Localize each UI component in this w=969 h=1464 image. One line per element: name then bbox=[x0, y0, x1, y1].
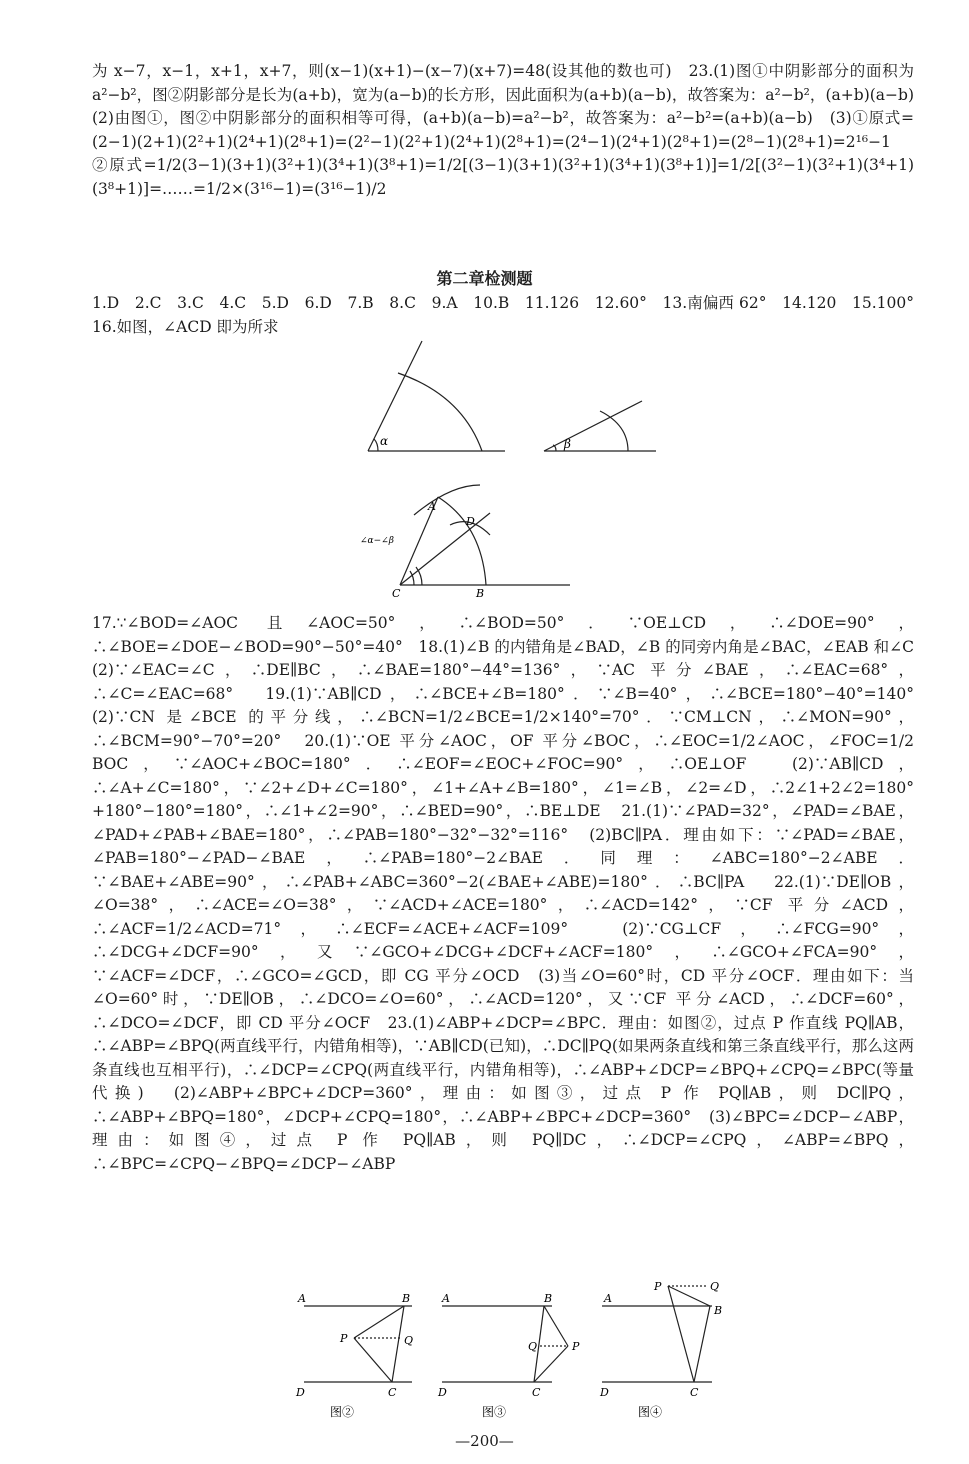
answer-block-algebra: 为 x−7，x−1，x+1，x+7，则(x−1)(x+1)−(x−7)(x+7)=48(设其他的数也可) 23.(1)图①中阴影部分的面积为 a²−b²，图②阴影部分是长为(a+b)，宽为(a−b)的长方形，因此面积为(a+b)(a−b)，故答案为：a²−b²，(a+b)(a−b) (2)由图①，图②中阴影部分的面积相等可得，(a+b)(a−b)=a²−b²，故答案为：a²−b²=(a+b)(a−b) (3)①原式=(2−1)(2+1)(2²+1)(2⁴+1)(2⁸+1)=(2²−1)(2²+1)(2⁴+1)(2⁸+1)=(2⁴−1)(2⁴+1)(2⁸+1)=(2⁸−1)(2⁸+1)=2¹⁶−1 ②原式=1/2(3−1)(3+1)(3²+1)(3⁴+1)(3⁸+1)=1/2[(3−1)(3+1)(3²+1)(3⁴+1)(3⁸+1)]=1/2[(3²−1)(3²+1)(3⁴+1)(3⁸+1)]=……=1/2×(3¹⁶−1)=(3¹⁶−1)/2 bbox=[92, 62, 930, 198]
fig3-label-B: B bbox=[544, 1292, 553, 1305]
fig4-label-D: D bbox=[600, 1386, 609, 1399]
construct-arc bbox=[438, 497, 486, 585]
fig3-label-D: D bbox=[438, 1386, 447, 1399]
fig4-bc bbox=[694, 1306, 710, 1382]
fig2-label-B: B bbox=[402, 1292, 411, 1305]
fig2-label-A: A bbox=[298, 1292, 306, 1305]
fig3-label-C: C bbox=[532, 1386, 541, 1399]
fig3-label-Q: Q bbox=[528, 1340, 538, 1353]
fig4-label-Q: Q bbox=[710, 1282, 720, 1293]
fig4-label-C: C bbox=[690, 1386, 699, 1399]
alpha-side-ray bbox=[368, 341, 422, 451]
label-alpha-minus-beta: ∠α−∠β bbox=[360, 536, 394, 546]
figures-23 bbox=[292, 1282, 732, 1422]
fig3-label-P: P bbox=[572, 1340, 580, 1353]
answer-block-choices: 1.D 2.C 3.C 4.C 5.D 6.D 7.B 8.C 9.A 10.B 11.126 12.60° 13.南偏西 62° 14.120 15.100° 16.如图，∠ACD 即为所求 bbox=[92, 294, 930, 336]
figure-16 bbox=[330, 335, 660, 605]
fig2-label-Q: Q bbox=[404, 1334, 414, 1347]
fig3-label-A: A bbox=[442, 1292, 450, 1305]
fig2-label-D: D bbox=[296, 1386, 305, 1399]
fig4-label-B: B bbox=[714, 1304, 723, 1317]
page-number: —200— bbox=[455, 1432, 514, 1450]
fig2-bp bbox=[354, 1306, 404, 1338]
fig2-label-C: C bbox=[388, 1386, 397, 1399]
fig4-pc bbox=[668, 1286, 694, 1382]
fig2-label-P: P bbox=[340, 1332, 348, 1345]
construct-small-arc bbox=[410, 571, 414, 585]
label-A: A bbox=[428, 500, 436, 513]
construct-arc-upper bbox=[414, 485, 480, 515]
fig2-caption: 图② bbox=[330, 1405, 355, 1419]
label-B: B bbox=[476, 587, 485, 600]
fig3-pc bbox=[534, 1346, 568, 1382]
fig4-label-A: A bbox=[604, 1292, 612, 1305]
label-beta: β bbox=[564, 437, 571, 451]
label-alpha: α bbox=[380, 434, 389, 448]
fig2-bc bbox=[392, 1306, 404, 1382]
fig4-caption: 图④ bbox=[638, 1405, 663, 1419]
fig3-caption: 图③ bbox=[482, 1405, 507, 1419]
fig3-bp bbox=[544, 1306, 568, 1346]
alpha-arc bbox=[398, 373, 482, 451]
fig4-label-P: P bbox=[654, 1282, 662, 1293]
fig4-pb bbox=[668, 1286, 710, 1306]
beta-arc bbox=[600, 411, 628, 451]
construct-ray-cd bbox=[400, 513, 490, 585]
chapter-title: 第二章检测题 bbox=[436, 269, 533, 288]
label-C: C bbox=[392, 587, 401, 600]
answer-block-proofs: 17.∵∠BOD=∠AOC 且∠AOC=50°，∴∠BOD=50°．∵OE⊥CD，∴∠DOE=90°，∴∠BOE=∠DOE−∠BOD=90°−50°=40° 18.(1)∠B 的内错角是∠BAD，∠B 的同旁内角是∠BAC，∠EAB 和∠C (2)∵∠EAC=∠C，∴DE∥BC，∴∠BAE=180°−44°=136°，∵AC 平分∠BAE，∴∠EAC=68°，∴∠C=∠EAC=68° 19.(1)∵AB∥CD，∴∠BCE+∠B=180°．∵∠B=40°，∴∠BCE=180°−40°=140° (2)∵CN 是∠BCE 的平分线，∴∠BCN=1/2∠BCE=1/2×140°=70°．∵CM⊥CN，∴∠MON=90°，∴∠BCM=90°−70°=20° 20.(1)∵OE 平分∠AOC，OF 平分∠BOC，∴∠EOC=1/2∠AOC，∠FOC=1/2 BOC，∵∠AOC+∠BOC=180°．∴∠EOF=∠EOC+∠FOC=90°，∴OE⊥OF (2)∵AB∥CD，∴∠A+∠C=180°，∵∠2+∠D+∠C=180°，∠1+∠A+∠B=180°，∠1=∠B，∠2=∠D，∴2∠1+2∠2=180°+180°−180°=180°，∴∠1+∠2=90°，∴∠BED=90°，∴BE⊥DE 21.(1)∵∠PAD=32°，∠PAD=∠BAE，∠PAD+∠PAB+∠BAE=180°，∴∠PAB=180°−32°−32°=116° (2)BC∥PA．理由如下：∵∠PAD=∠BAE，∠PAB=180°−∠PAD−∠BAE，∴∠PAB=180°−2∠BAE．同理：∠ABC=180°−2∠ABE．∵∠BAE+∠ABE=90°，∴∠PAB+∠ABC=360°−2(∠BAE+∠ABE)=180°．∴BC∥PA 22.(1)∵DE∥OB，∠O=38°，∴∠ACE=∠O=38°，∵∠ACD+∠ACE=180°，∴∠ACD=142°，∵CF 平分∠ACD，∴∠ACF=1/2∠ACD=71°，∴∠ECF=∠ACE+∠ACF=109° (2)∵CG⊥CF，∴∠FCG=90°，∴∠DCG+∠DCF=90°，又∵∠GCO+∠DCG+∠DCF+∠ACF=180°，∴∠GCO+∠FCA=90°，∵∠ACF=∠DCF，∴∠GCO=∠GCD，即 CG 平分∠OCD (3)当∠O=60°时，CD 平分∠OCF．理由如下：当∠O=60°时，∵DE∥OB，∴∠DCO=∠O=60°，∴∠ACD=120°，又∵CF 平分∠ACD，∴∠DCF=60°，∴∠DCO=∠DCF，即 CD 平分∠OCF 23.(1)∠ABP+∠DCP=∠BPC．理由：如图②，过点 P 作直线 PQ∥AB，∴∠ABP=∠BPQ(两直线平行，内错角相等)，∵AB∥CD(已知)，∴DC∥PQ(如果两条直线和第三条直线平行，那么这两条直线也互相平行)，∴∠DCP=∠CPQ(两直线平行，内错角相等)，∴∠ABP+∠DCP=∠BPQ+∠CPQ=∠BPC(等量代换) (2)∠ABP+∠BPC+∠DCP=360°，理由：如图③，过点 P 作 PQ∥AB，则 DC∥PQ，∴∠ABP+∠BPQ=180°，∠DCP+∠CPQ=180°，∴∠ABP+∠BPC+∠DCP=360° (3)∠BPC=∠DCP−∠ABP，理由：如图④，过点 P 作 PQ∥AB，则 PQ∥DC，∴∠DCP=∠CPQ，∠ABP=∠BPQ，∴∠BPC=∠CPQ−∠BPQ=∠DCP−∠ABP bbox=[92, 614, 930, 1173]
label-D: D bbox=[466, 515, 475, 528]
alpha-small-arc bbox=[374, 439, 378, 451]
fig2-pc bbox=[354, 1338, 392, 1382]
